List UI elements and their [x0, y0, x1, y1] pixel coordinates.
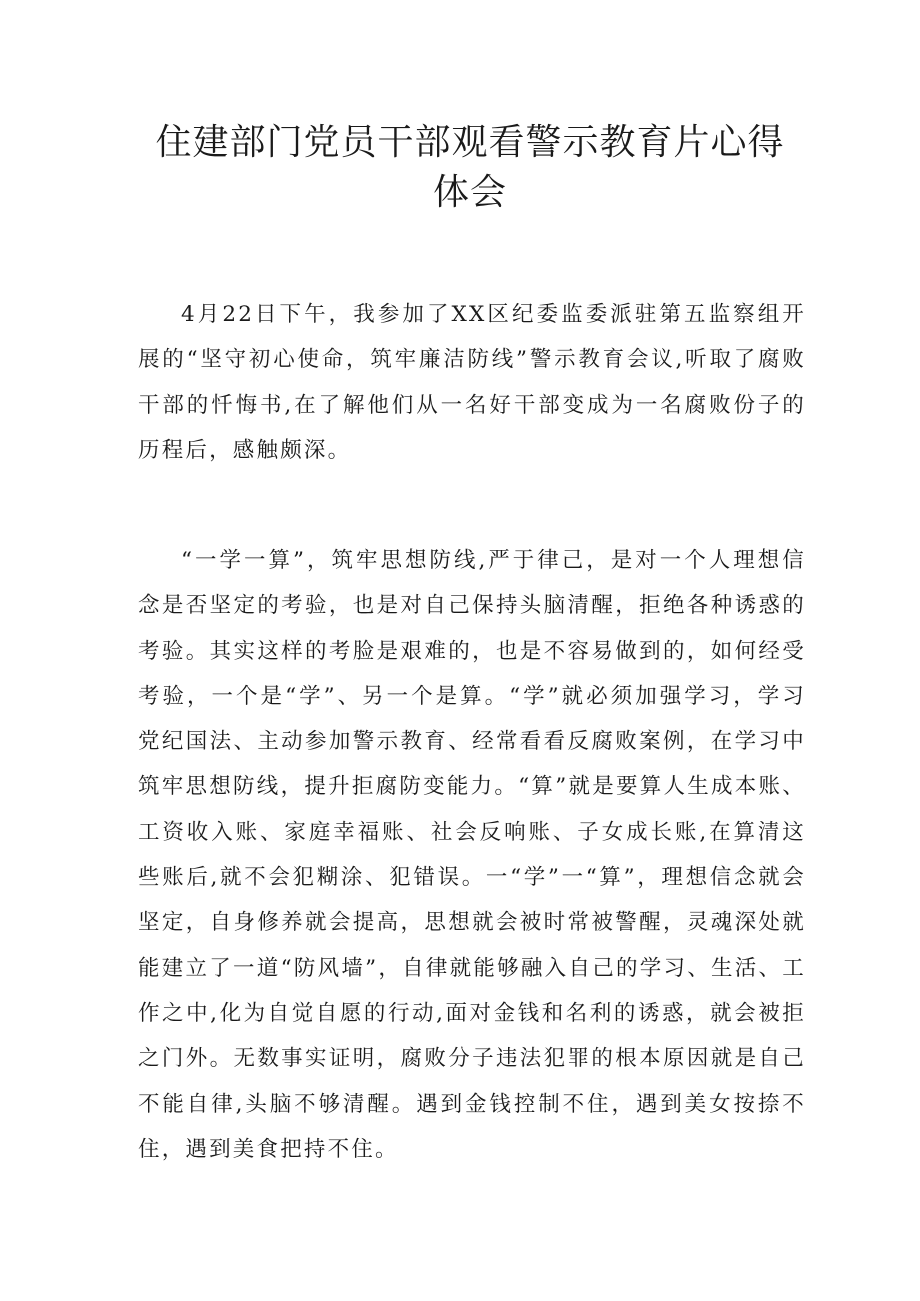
document-title: 住建部门党员干部观看警示教育片心得体会 — [155, 122, 785, 213]
paragraph-body: “一学一算”，筑牢思想防线,严于律己，是对一个人理想信念是否坚定的考验，也是对自己保持头脑清醒，拒绝各种诱惑的考验。其实这样的考脸是艰难的，也是不容易做到的，如何经受考验，一个是“学”、另一个是算。“学”就必须加强学习，学习党纪国法、主动参加警示教育、经常看看反腐败案例，在学习中筑牢思想防线，提升拒腐防变能力。“算”就是要算人生成本账、工资收入账、家庭幸福账、社会反响账、子女成长账,在算清这些账后,就不会犯糊涂、犯错误。一“学”一“算”，理想信念就会坚定，自身修养就会提高，思想就会被时常被警醒，灵魂深处就能建立了一道“防风墙”，自律就能够融入自己的学习、生活、工作之中,化为自觉自愿的行动,面对金钱和名利的诱惑，就会被拒之门外。无数事实证明，腐败分子违法犯罪的根本原因就是自己不能自律,头脑不够清醒。遇到金钱控制不住，遇到美女按捺不住，遇到美食把持不住。 — [138, 548, 806, 1162]
paragraph-intro: 4月22日下午，我参加了XX区纪委监委派驻第五监察组开展的“坚守初心使命，筑牢廉洁防线”警示教育会议,听取了腐败干部的忏悔书,在了解他们从一名好干部变成为一名腐败份子的历程后，感触颇深。 — [138, 302, 806, 463]
